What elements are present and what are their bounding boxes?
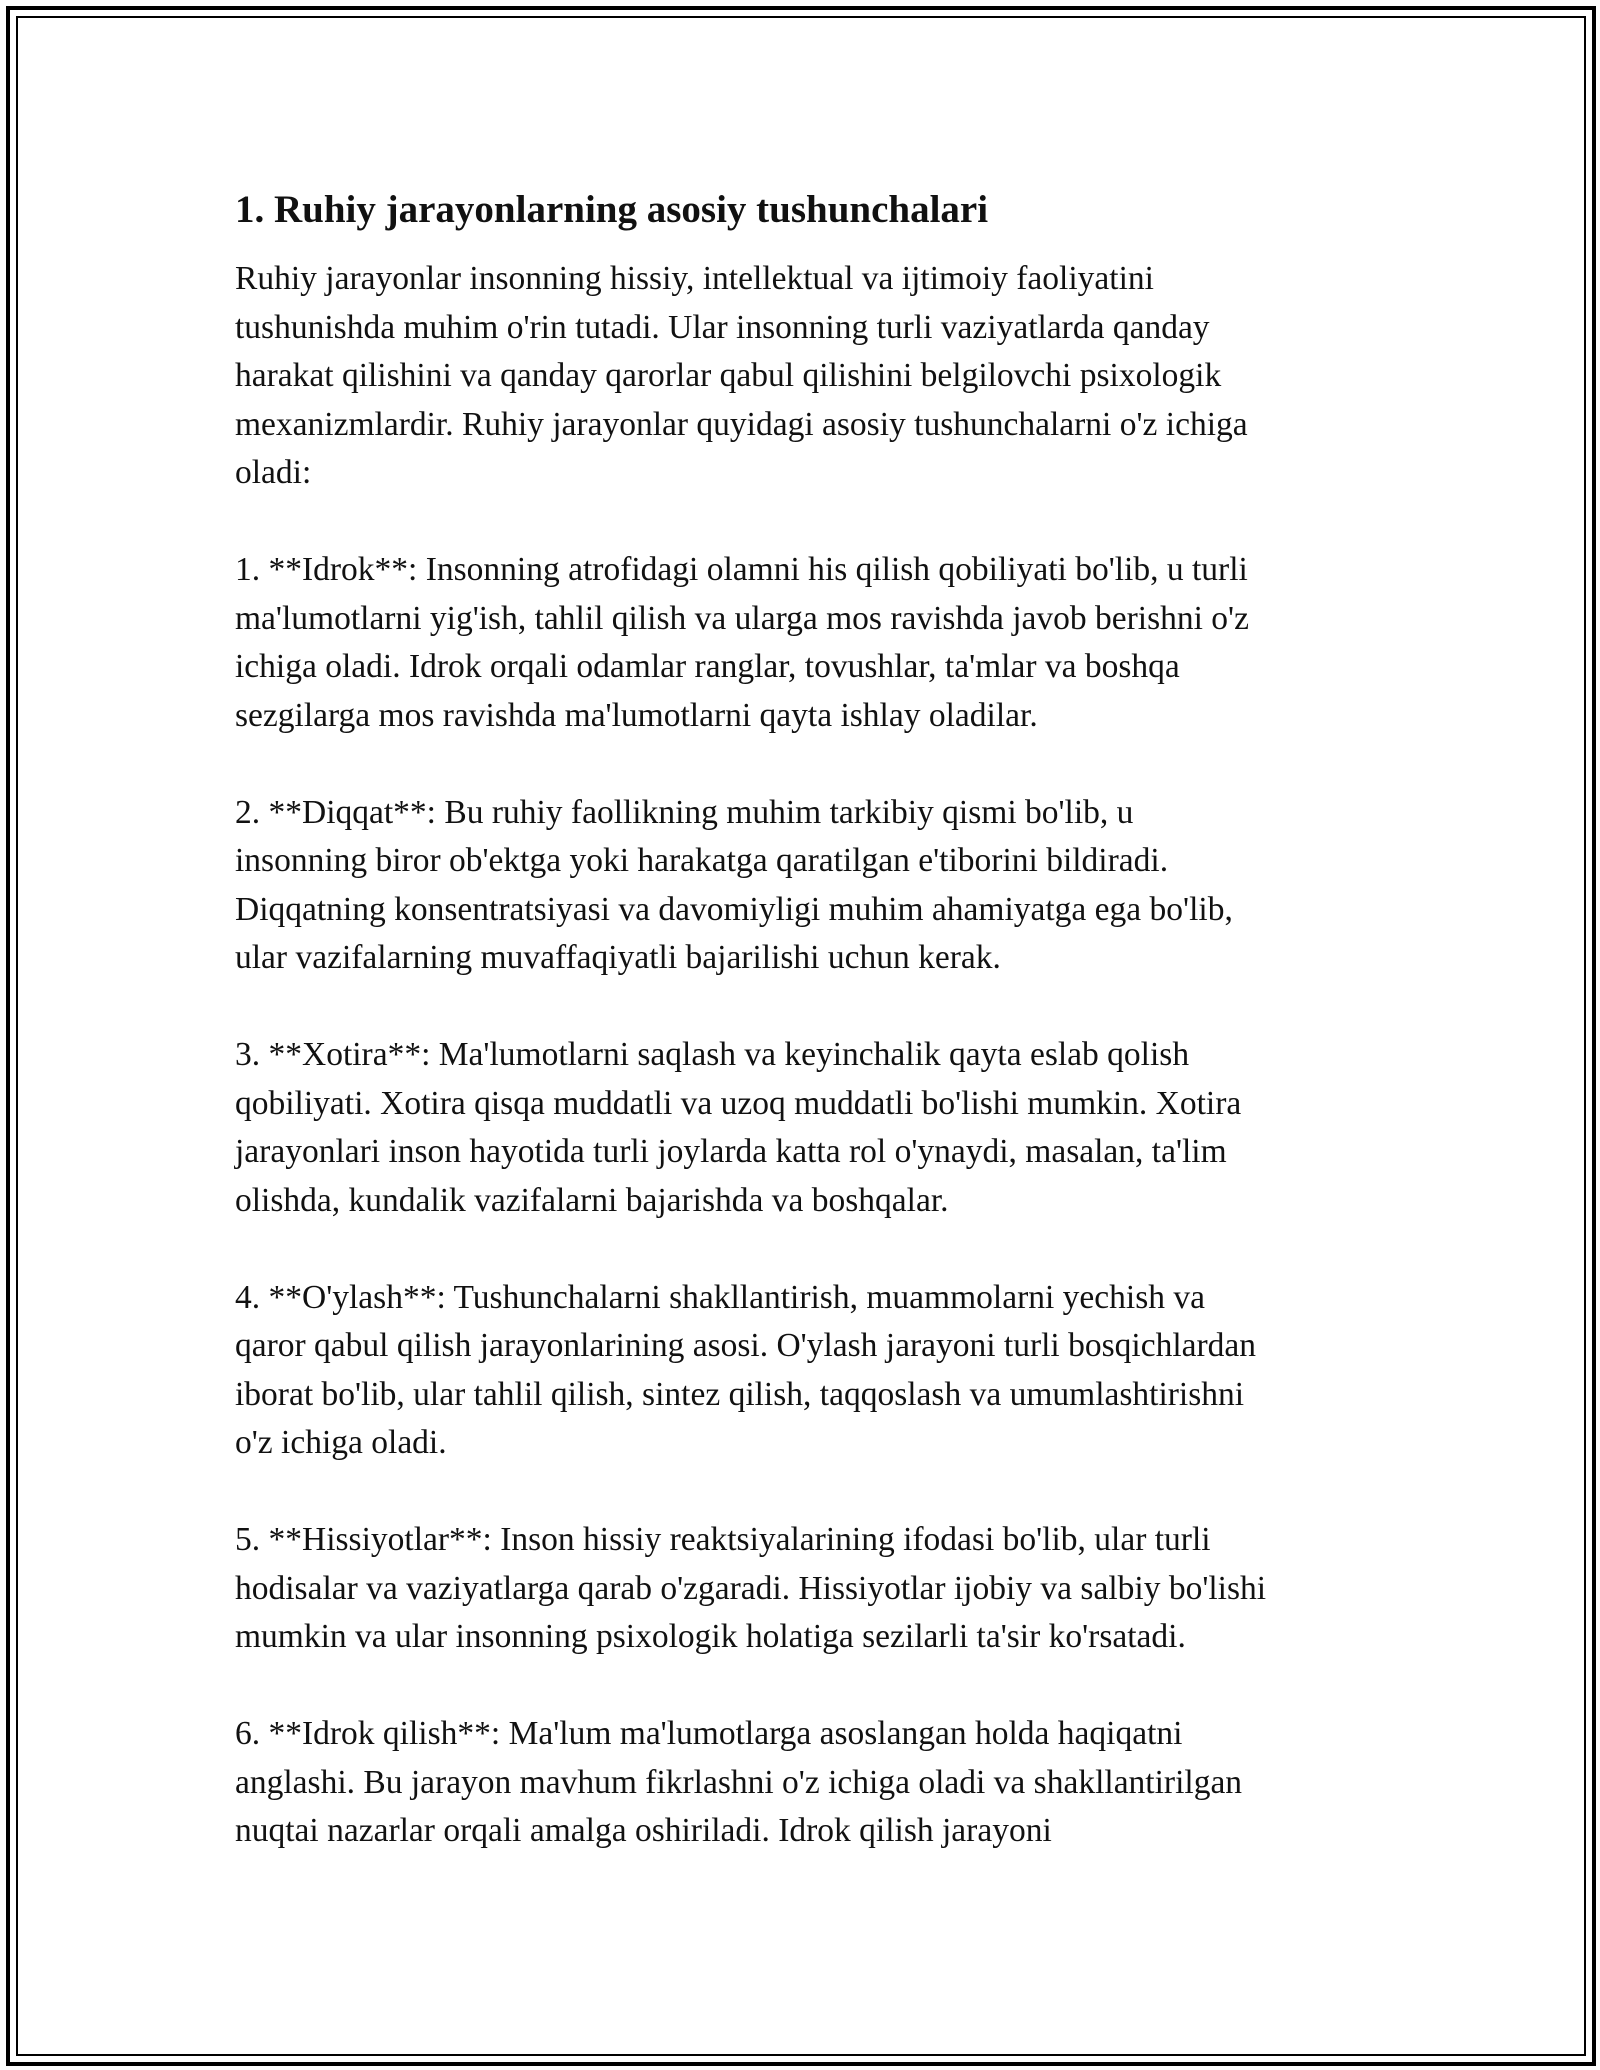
text-line: qaror qabul qilish jarayonlarining asosi. O'ylash jarayoni turli bosqichlardan [235,1327,1257,1364]
text-line: ma'lumotlarni yig'ish, tahlil qilish va ularga mos ravishda javob berishni o'z [235,599,1249,637]
text-line: anglashi. Bu jarayon mavhum fikrlashni o'z ichiga oladi va shakllantirilgan [235,1763,1243,1801]
text-line: 3. **Xotira**: Ma'lumotlarni saqlash va keyinchalik qayta eslab qolish [235,1036,1190,1073]
text-line: sezgilarga mos ravishda ma'lumotlarni qayta ishlay oladilar. [235,696,1038,734]
text-line: harakat qilishini va qanday qarorlar qabul qilishini belgilovchi psixologik [235,357,1222,394]
text-line: 5. **Hissiyotlar**: Inson hissiy reaktsiyalarining ifodasi bo'lib, ular turli [235,1521,1211,1558]
list-item-diqqat [235,789,1395,983]
list-item-idrok-qilish [235,1710,1395,1856]
list-item-xotira [235,1031,1395,1225]
text-line: qobiliyati. Xotira qisqa muddatli va uzoq muddatli bo'lishi mumkin. Xotira [235,1084,1242,1122]
text-line: ular vazifalarning muvaffaqiyatli bajarilishi uchun kerak. [235,939,1001,976]
text-line: 2. **Diqqat**: Bu ruhiy faollikning muhim tarkibiy qismi bo'lib, u [235,793,1134,831]
text-line: Diqqatning konsentratsiyasi va davomiyligi muhim ahamiyatga ega bo'lib, [235,890,1233,928]
text-line: olishda, kundalik vazifalarni bajarishda va boshqalar. [235,1181,949,1219]
text-line: Ruhiy jarayonlar insonning hissiy, intellektual va ijtimoiy faoliyatini [235,260,1154,297]
text-line: nuqtai nazarlar orqali amalga oshiriladi. Idrok qilish jarayoni [235,1812,1052,1849]
list-item-hissiyotlar [235,1516,1395,1662]
list-item-idrok [235,546,1395,740]
text-line: o'z ichiga oladi. [235,1424,447,1461]
text-line: 1. **Idrok**: Insonning atrofidagi olamni his qilish qobiliyati bo'lib, u turli [235,551,1248,588]
text-line: 6. **Idrok qilish**: Ma'lum ma'lumotlarga asoslangan holda haqiqatni [235,1715,1183,1752]
text-line: hodisalar va vaziyatlarga qarab o'zgaradi. Hissiyotlar ijobiy va salbiy bo'lishi [235,1569,1267,1607]
text-line: tushunishda muhim o'rin tutadi. Ular insonning turli vaziyatlarda qanday [235,308,1210,346]
document-body [235,185,1395,1904]
intro-paragraph [235,255,1395,498]
text-line: ichiga oladi. Idrok orqali odamlar ranglar, tovushlar, ta'mlar va boshqa [235,648,1180,685]
list-item-oylash [235,1274,1395,1468]
section-heading: 1. Ruhiy jarayonlarning asosiy tushunchalari [235,188,989,231]
text-line: mexanizmlardir. Ruhiy jarayonlar quyidagi asosiy tushunchalarni o'z ichiga [235,405,1248,443]
text-line: mumkin va ular insonning psixologik holatiga sezilarli ta'sir ko'rsatadi. [235,1618,1186,1655]
text-line: insonning biror ob'ektga yoki harakatga qaratilgan e'tiborini bildiradi. [235,842,1169,879]
text-line: 4. **O'ylash**: Tushunchalarni shakllantirish, muammolarni yechish va [235,1278,1205,1316]
text-line: oladi: [235,454,312,491]
text-line: iborat bo'lib, ular tahlil qilish, sintez qilish, taqqoslash va umumlashtirishni [235,1375,1245,1413]
text-line: jarayonlari inson hayotida turli joylarda katta rol o'ynaydi, masalan, ta'lim [235,1133,1227,1170]
